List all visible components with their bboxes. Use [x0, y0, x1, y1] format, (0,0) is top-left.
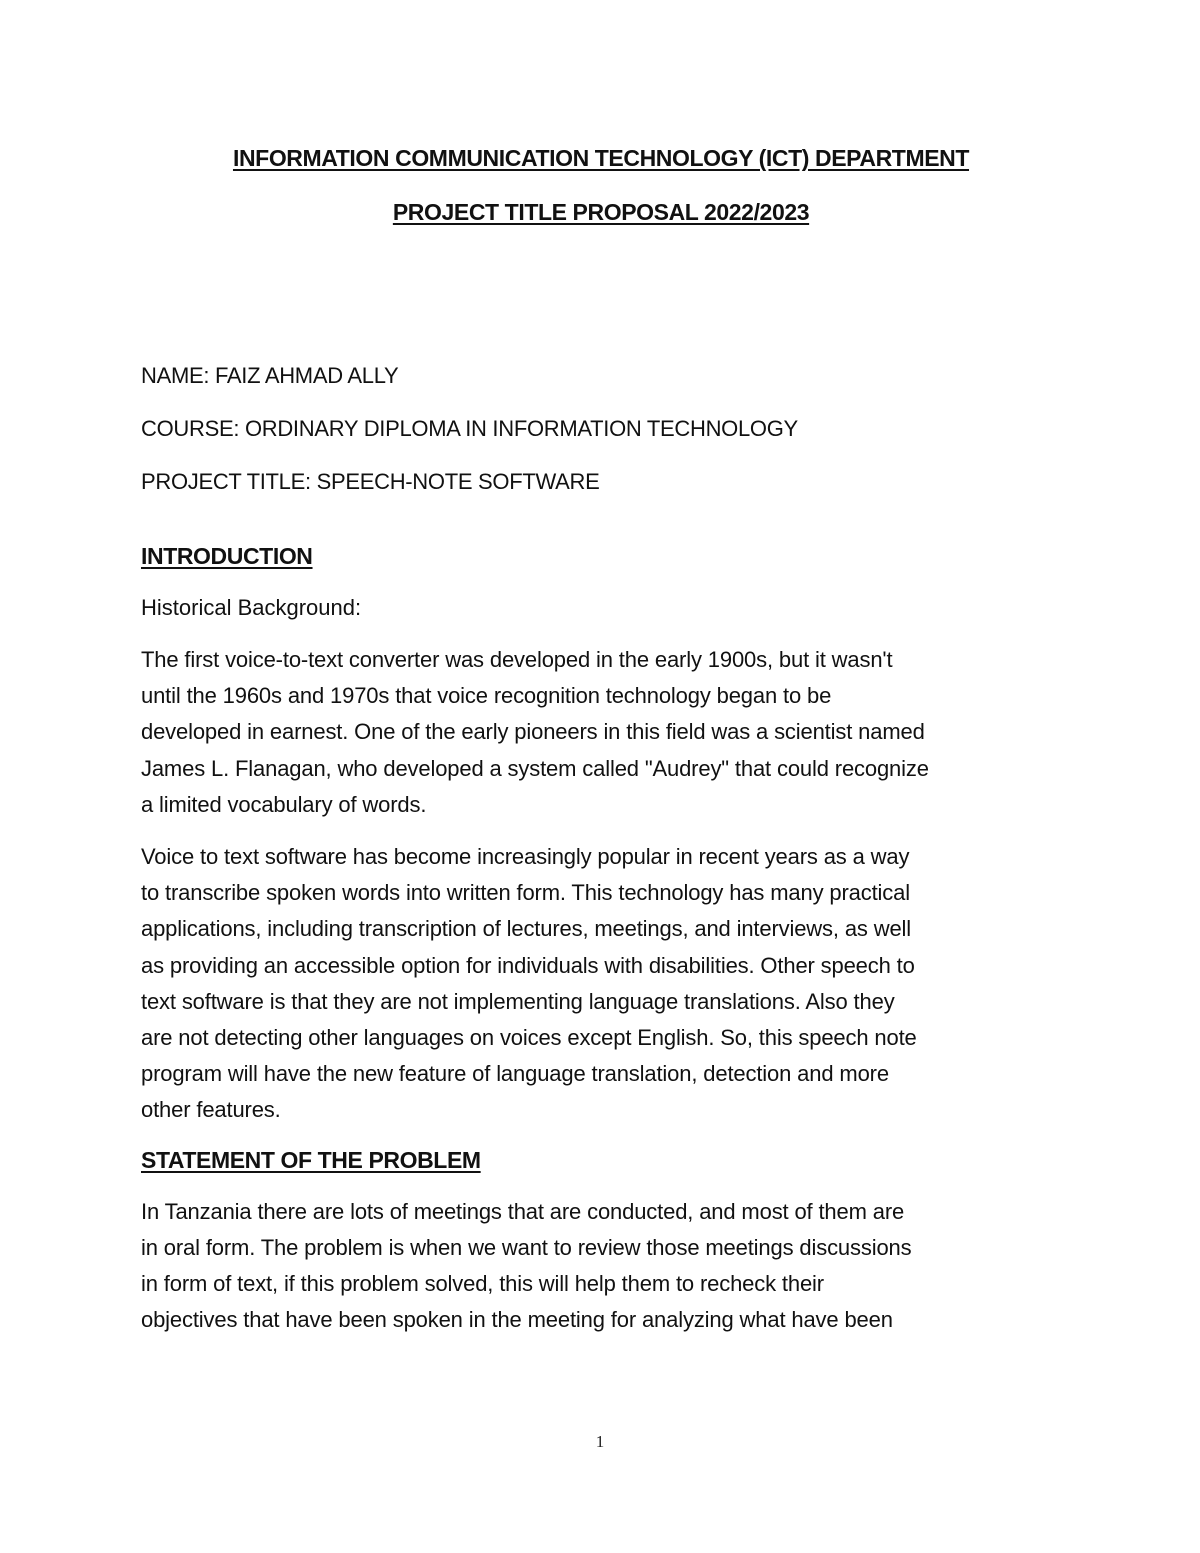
- problem-paragraph: In Tanzania there are lots of meetings that are conducted, and most of them are in oral form. The problem is when we want to review those meetings discussions in form of text, if this problem solved, this will help them to recheck their objectives that have been spoken in the meeting for analyzing what have been: [141, 1198, 912, 1333]
- project-title: PROJECT TITLE: SPEECH-NOTE SOFTWARE: [141, 469, 600, 494]
- student-details: [141, 358, 1061, 500]
- page-content: [141, 140, 1061, 1338]
- introduction-paragraph-2: Voice to text software has become increasingly popular in recent years as a way to transcribe spoken words into written form. This technology has many practical applications, including transcription of lectures, meetings, and interviews, as well as providing an accessible option for individuals with disabilities. Other speech to text software is that they are not implementing language translations. Also they are not detecting other languages on voices except English. So, this speech note program will have the new feature of language translation, detection and more other features.: [141, 844, 917, 1123]
- problem-section: [141, 1142, 1061, 1339]
- page-number: 1: [595, 1432, 605, 1451]
- historical-background-heading: Historical Background:: [141, 595, 362, 620]
- introduction-paragraph-1: The first voice-to-text converter was developed in the early 1900s, but it wasn't until the 1960s and 1970s that voice recognition technology began to be developed in earnest. One of the early pioneers in this field was a scientist named James L. Flanagan, who developed a system called "Audrey" that could recognize a limited vocabulary of words.: [141, 647, 929, 817]
- introduction-section: [141, 538, 1061, 1129]
- proposal-heading: PROJECT TITLE PROPOSAL 2022/2023: [392, 199, 810, 225]
- introduction-title: INTRODUCTION: [141, 543, 313, 569]
- course-name: COURSE: ORDINARY DIPLOMA IN INFORMATION TECHNOLOGY: [141, 416, 798, 441]
- problem-title: STATEMENT OF THE PROBLEM: [141, 1146, 481, 1173]
- department-heading: INFORMATION COMMUNICATION TECHNOLOGY (ICT) DEPARTMENT: [232, 145, 970, 171]
- student-name: NAME: FAIZ AHMAD ALLY: [141, 363, 399, 388]
